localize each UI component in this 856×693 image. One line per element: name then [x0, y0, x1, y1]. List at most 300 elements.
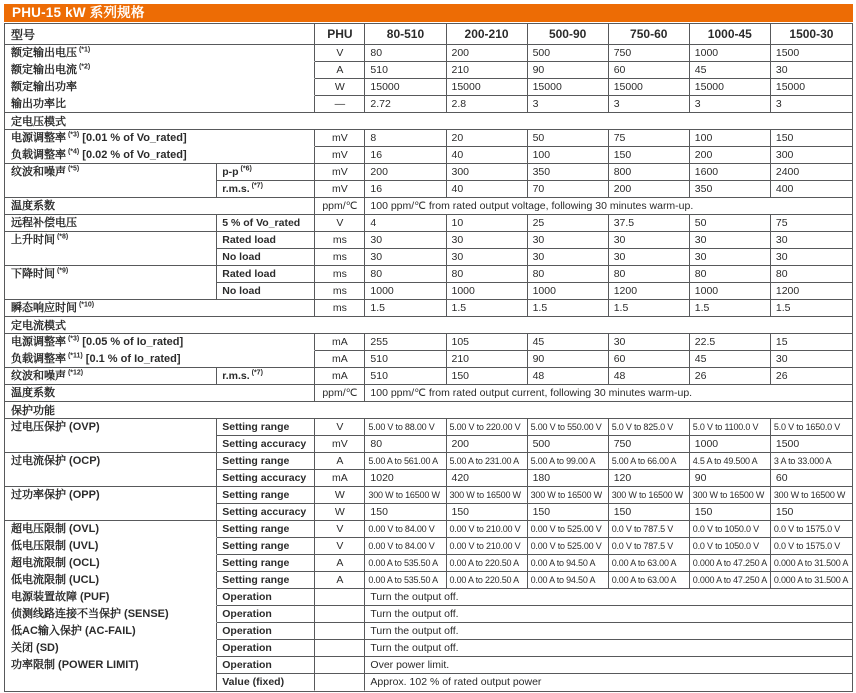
unit-cell: mA — [315, 334, 365, 351]
model-value: 30 — [528, 232, 609, 249]
table-header — [5, 24, 852, 45]
model-value: 4 — [365, 215, 446, 232]
unit-cell: V — [315, 521, 365, 538]
spec-label-text: 超电流限制 (OCL) — [11, 557, 100, 569]
spec-condition-text: Operation — [222, 659, 272, 671]
spec-row — [5, 606, 852, 623]
model-value: 45 — [690, 351, 771, 368]
spec-label-text: 纹波和噪声 — [11, 166, 66, 178]
model-value: 1.5 — [690, 300, 771, 317]
spec-condition — [217, 572, 315, 589]
spec-label — [5, 589, 217, 606]
model-value: 90 — [528, 351, 609, 368]
model-value: 90 — [690, 470, 771, 487]
spec-row — [5, 453, 852, 470]
model-value: 50 — [690, 215, 771, 232]
model-value: 1200 — [771, 283, 852, 300]
spec-label-text: 输出功率比 — [11, 98, 66, 110]
model-value: 300 W to 16500 W — [447, 487, 528, 504]
spec-label — [5, 487, 217, 521]
spec-row — [5, 266, 852, 283]
model-value: 5.0 V to 1650.0 V — [771, 419, 852, 436]
model-value: 200 — [690, 147, 771, 164]
model-value: 300 W to 16500 W — [690, 487, 771, 504]
spec-condition — [217, 555, 315, 572]
model-value: 1200 — [609, 283, 690, 300]
unit-cell: V — [315, 215, 365, 232]
spec-condition-text: Operation — [222, 642, 272, 654]
model-value: 1000 — [365, 283, 446, 300]
spec-label — [5, 198, 315, 215]
model-value: 30 — [365, 249, 446, 266]
model-value: 2400 — [771, 164, 852, 181]
unit-cell: V — [315, 419, 365, 436]
unit-cell: W — [315, 504, 365, 521]
spec-condition-text: p-p — [222, 166, 239, 178]
model-value: 1.5 — [528, 300, 609, 317]
model-value: 80 — [528, 266, 609, 283]
spec-label-text: 过电压保护 (OVP) — [11, 421, 100, 433]
model-value: 0.000 A to 31.500 A — [771, 572, 852, 589]
spec-row — [5, 589, 852, 606]
model-value: 300 W to 16500 W — [609, 487, 690, 504]
spec-condition — [217, 521, 315, 538]
spec-row — [5, 45, 852, 62]
model-value: 30 — [609, 232, 690, 249]
unit-cell: A — [315, 555, 365, 572]
model-value: 26 — [771, 368, 852, 385]
spec-label — [5, 640, 217, 657]
model-value: 15000 — [447, 79, 528, 96]
spec-label-text: 下降时间 — [11, 268, 55, 280]
spec-condition-text: Setting range — [222, 523, 290, 535]
model-value: 150 — [771, 130, 852, 147]
unit-cell: V — [315, 45, 365, 62]
model-value: 750 — [609, 436, 690, 453]
spec-label-detail: [0.02 % of Vo_rated] — [79, 149, 187, 161]
spec-condition — [217, 674, 315, 691]
model-value: 0.0 V to 1050.0 V — [690, 538, 771, 555]
spec-label-text: 远程补偿电压 — [11, 217, 77, 229]
spec-condition-text: r.m.s. — [222, 370, 250, 382]
model-value: 0.00 A to 94.50 A — [528, 572, 609, 589]
model-value: 150 — [528, 504, 609, 521]
model-name: 750-60 — [609, 24, 690, 45]
spec-label — [5, 351, 315, 368]
unit-cell — [315, 657, 365, 674]
model-value: 60 — [609, 351, 690, 368]
spec-condition-text: Setting range — [222, 455, 290, 467]
model-column-header: 型号 — [5, 24, 315, 45]
model-value: 1000 — [690, 283, 771, 300]
model-value: 1600 — [690, 164, 771, 181]
spec-label — [5, 453, 217, 487]
model-value: 150 — [609, 147, 690, 164]
model-value: 1000 — [447, 283, 528, 300]
model-value: 5.0 V to 1100.0 V — [690, 419, 771, 436]
spec-label — [5, 147, 315, 164]
model-value: 60 — [609, 62, 690, 79]
unit-cell: ppm/℃ — [315, 385, 365, 402]
spec-condition — [217, 589, 315, 606]
spec-row — [5, 164, 852, 181]
model-value: 200 — [609, 181, 690, 198]
spec-condition-text: Operation — [222, 625, 272, 637]
spec-label-text: 瞬态响应时间 — [11, 302, 77, 314]
spec-row — [5, 96, 852, 113]
spec-condition-text: Setting accuracy — [222, 472, 307, 484]
model-value: 70 — [528, 181, 609, 198]
footnote-marker: (*8) — [55, 233, 69, 241]
spec-row — [5, 334, 852, 351]
spec-condition — [217, 368, 315, 385]
model-value: 0.00 A to 63.00 A — [609, 555, 690, 572]
unit-cell — [315, 640, 365, 657]
model-value: 30 — [690, 232, 771, 249]
table-body — [5, 45, 852, 691]
model-value: 150 — [447, 368, 528, 385]
spec-condition-text: Operation — [222, 608, 272, 620]
model-value: 0.00 A to 535.50 A — [365, 572, 446, 589]
unit-cell: mV — [315, 181, 365, 198]
unit-cell: mV — [315, 164, 365, 181]
model-value: 0.00 A to 63.00 A — [609, 572, 690, 589]
model-value: 15000 — [528, 79, 609, 96]
model-value: 300 — [771, 147, 852, 164]
spec-row — [5, 623, 852, 640]
model-value: 210 — [447, 62, 528, 79]
unit-cell: ms — [315, 232, 365, 249]
model-value: 48 — [609, 368, 690, 385]
unit-cell: ms — [315, 266, 365, 283]
model-value: 3 — [690, 96, 771, 113]
spec-row — [5, 368, 852, 385]
spec-condition — [217, 249, 315, 266]
spec-condition — [217, 436, 315, 453]
spec-label-text: 纹波和噪声 — [11, 370, 66, 382]
footnote-marker: (*10) — [77, 301, 95, 309]
model-value: 15000 — [609, 79, 690, 96]
model-value: 60 — [771, 470, 852, 487]
spec-label-text: 低电压限制 (UVL) — [11, 540, 99, 552]
spec-row — [5, 572, 852, 589]
model-value: 1000 — [690, 45, 771, 62]
model-name: 200-210 — [447, 24, 528, 45]
spanning-value: Turn the output off. — [365, 623, 852, 640]
model-value: 80 — [771, 266, 852, 283]
model-value: 26 — [690, 368, 771, 385]
spec-label-text: 上升时间 — [11, 234, 55, 246]
model-value: 30 — [771, 351, 852, 368]
unit-cell: mV — [315, 130, 365, 147]
model-value: 350 — [528, 164, 609, 181]
model-value: 5.00 V to 88.00 V — [365, 419, 446, 436]
model-value: 50 — [528, 130, 609, 147]
spec-row — [5, 538, 852, 555]
unit-cell: V — [315, 538, 365, 555]
model-value: 210 — [447, 351, 528, 368]
model-value: 5.00 V to 220.00 V — [447, 419, 528, 436]
spec-label — [5, 538, 217, 555]
spec-row — [5, 521, 852, 538]
model-value: 150 — [771, 504, 852, 521]
unit-cell: ms — [315, 249, 365, 266]
model-name: 80-510 — [365, 24, 446, 45]
unit-cell: ppm/℃ — [315, 198, 365, 215]
model-value: 16 — [365, 147, 446, 164]
spec-condition — [217, 657, 315, 674]
model-value: 300 W to 16500 W — [528, 487, 609, 504]
model-value: 15000 — [365, 79, 446, 96]
unit-cell: mA — [315, 368, 365, 385]
spec-label — [5, 62, 315, 79]
model-value: 1020 — [365, 470, 446, 487]
model-value: 255 — [365, 334, 446, 351]
model-value: 1.5 — [771, 300, 852, 317]
spec-label — [5, 232, 217, 266]
spec-condition-text: Setting accuracy — [222, 438, 307, 450]
model-value: 150 — [609, 504, 690, 521]
model-value: 1500 — [771, 45, 852, 62]
spec-row — [5, 555, 852, 572]
spec-condition — [217, 283, 315, 300]
spec-label-text: 过功率保护 (OPP) — [11, 489, 100, 501]
model-value: 8 — [365, 130, 446, 147]
model-value: 400 — [771, 181, 852, 198]
spec-row — [5, 62, 852, 79]
model-name: 1500-30 — [771, 24, 852, 45]
spec-row — [5, 215, 852, 232]
spec-condition — [217, 606, 315, 623]
spec-label — [5, 45, 315, 62]
model-value: 5.00 A to 231.00 A — [447, 453, 528, 470]
model-value: 0.00 A to 220.50 A — [447, 555, 528, 572]
model-value: 300 — [447, 164, 528, 181]
header-row — [5, 24, 852, 45]
model-value: 48 — [528, 368, 609, 385]
spanning-value: Turn the output off. — [365, 589, 852, 606]
model-value: 0.00 V to 84.00 V — [365, 521, 446, 538]
spec-label — [5, 385, 315, 402]
footnote-marker: (*3) — [66, 131, 80, 139]
model-value: 30 — [690, 249, 771, 266]
model-value: 40 — [447, 181, 528, 198]
spec-condition-text: Setting accuracy — [222, 506, 307, 518]
spec-row — [5, 657, 852, 674]
section-row — [5, 113, 852, 130]
model-value: 200 — [447, 45, 528, 62]
spec-label — [5, 96, 315, 113]
footnote-marker: (*3) — [66, 335, 80, 343]
spec-sheet-page — [4, 4, 853, 692]
spec-label — [5, 334, 315, 351]
unit-cell: mA — [315, 351, 365, 368]
section-row — [5, 402, 852, 419]
model-value: 120 — [609, 470, 690, 487]
model-value: 40 — [447, 147, 528, 164]
model-value: 0.00 A to 94.50 A — [528, 555, 609, 572]
spec-row — [5, 198, 852, 215]
spec-label-detail: [0.05 % of Io_rated] — [79, 336, 184, 348]
spec-row — [5, 79, 852, 96]
model-value: 0.000 A to 31.500 A — [771, 555, 852, 572]
model-value: 420 — [447, 470, 528, 487]
spec-table — [4, 23, 853, 692]
unit-cell — [315, 623, 365, 640]
spanning-value: 100 ppm/℃ from rated output current, following 30 minutes warm-up. — [365, 385, 852, 402]
model-value: 3 — [771, 96, 852, 113]
spec-label — [5, 79, 315, 96]
spec-label — [5, 623, 217, 640]
spec-label — [5, 606, 217, 623]
model-value: 300 W to 16500 W — [771, 487, 852, 504]
model-value: 0.00 V to 525.00 V — [528, 521, 609, 538]
unit-cell: A — [315, 572, 365, 589]
spec-row — [5, 419, 852, 436]
spec-condition-text: Setting range — [222, 574, 290, 586]
unit-cell: mA — [315, 470, 365, 487]
spec-label-text: 低AC输入保护 (AC-FAIL) — [11, 625, 136, 637]
model-value: 80 — [365, 436, 446, 453]
footnote-marker: (*5) — [66, 165, 80, 173]
model-value: 80 — [365, 266, 446, 283]
model-value: 1500 — [771, 436, 852, 453]
spec-row — [5, 385, 852, 402]
model-value: 100 — [690, 130, 771, 147]
model-value: 100 — [528, 147, 609, 164]
spanning-value: Over power limit. — [365, 657, 852, 674]
model-value: 500 — [528, 436, 609, 453]
model-value: 30 — [609, 249, 690, 266]
footnote-marker: (*7) — [249, 369, 263, 377]
spec-label-text: 低电流限制 (UCL) — [11, 574, 99, 586]
spec-label — [5, 266, 217, 300]
spec-row — [5, 130, 852, 147]
model-value: 30 — [771, 62, 852, 79]
spec-row — [5, 487, 852, 504]
model-value: 2.8 — [447, 96, 528, 113]
spec-label-text: 额定输出功率 — [11, 81, 77, 93]
model-value: 1.5 — [609, 300, 690, 317]
section-row — [5, 317, 852, 334]
model-value: 30 — [771, 232, 852, 249]
model-value: 0.00 A to 535.50 A — [365, 555, 446, 572]
spec-row — [5, 640, 852, 657]
spec-label-text: 额定输出电流 — [11, 64, 77, 76]
model-value: 80 — [609, 266, 690, 283]
model-value: 5.0 V to 825.0 V — [609, 419, 690, 436]
spec-condition — [217, 470, 315, 487]
model-value: 200 — [447, 436, 528, 453]
model-value: 150 — [447, 504, 528, 521]
model-value: 30 — [528, 249, 609, 266]
spec-label — [5, 572, 217, 589]
unit-cell: W — [315, 487, 365, 504]
spec-condition — [217, 504, 315, 521]
footnote-marker: (*4) — [66, 148, 80, 156]
unit-cell: A — [315, 453, 365, 470]
model-value: 22.5 — [690, 334, 771, 351]
spanning-value: 100 ppm/℃ from rated output voltage, following 30 minutes warm-up. — [365, 198, 852, 215]
model-value: 80 — [365, 45, 446, 62]
model-value: 105 — [447, 334, 528, 351]
model-value: 45 — [690, 62, 771, 79]
model-value: 200 — [365, 164, 446, 181]
model-value: 0.0 V to 787.5 V — [609, 538, 690, 555]
model-value: 2.72 — [365, 96, 446, 113]
model-value: 15 — [771, 334, 852, 351]
model-value: 0.0 V to 1575.0 V — [771, 521, 852, 538]
model-value: 0.00 V to 84.00 V — [365, 538, 446, 555]
unit-cell: ms — [315, 300, 365, 317]
spec-label-detail: [0.1 % of Io_rated] — [82, 353, 181, 365]
spanning-value: Turn the output off. — [365, 640, 852, 657]
model-value: 30 — [771, 249, 852, 266]
spec-condition-text: Value (fixed) — [222, 676, 285, 688]
unit-cell — [315, 674, 365, 691]
model-value: 3 — [528, 96, 609, 113]
model-value: 0.00 A to 220.50 A — [447, 572, 528, 589]
model-value: 16 — [365, 181, 446, 198]
spec-label-text: 电源装置故障 (PUF) — [11, 591, 110, 603]
spec-label — [5, 300, 315, 317]
unit-cell: ms — [315, 283, 365, 300]
spec-condition-text: Setting range — [222, 557, 290, 569]
spec-condition-text: No load — [222, 251, 261, 263]
spanning-value: Approx. 102 % of rated output power — [370, 676, 542, 688]
spec-condition-text: r.m.s. — [222, 183, 250, 195]
spec-condition-text: 5 % of Vo_rated — [222, 217, 301, 229]
footnote-marker: (*6) — [238, 165, 252, 173]
spec-condition-text: Rated load — [222, 234, 276, 246]
model-value: 30 — [447, 249, 528, 266]
spec-label — [5, 521, 217, 538]
section-title: 定电流模式 — [5, 317, 852, 334]
model-value: 150 — [690, 504, 771, 521]
spec-row — [5, 351, 852, 368]
model-value: 500 — [528, 45, 609, 62]
spec-label — [5, 368, 217, 385]
model-value: 80 — [690, 266, 771, 283]
model-value: 5.00 A to 561.00 A — [365, 453, 446, 470]
model-value: 0.0 V to 787.5 V — [609, 521, 690, 538]
model-value: 30 — [609, 334, 690, 351]
footnote-marker: (*2) — [77, 63, 91, 71]
footnote-marker: (*11) — [66, 352, 83, 360]
spec-row — [5, 147, 852, 164]
spec-label-text: 功率限制 (POWER LIMIT) — [11, 659, 139, 671]
spec-label — [5, 419, 217, 453]
model-value: 3 — [609, 96, 690, 113]
spec-condition — [217, 487, 315, 504]
footnote-marker: (*9) — [55, 267, 69, 275]
section-title: 定电压模式 — [5, 113, 852, 130]
spec-label-detail: [0.01 % of Vo_rated] — [79, 132, 187, 144]
model-value: 1.5 — [447, 300, 528, 317]
model-value: 0.00 V to 210.00 V — [447, 538, 528, 555]
spec-label-text: 电源调整率 — [11, 132, 66, 144]
model-value: 510 — [365, 62, 446, 79]
spanning-value: Turn the output off. — [365, 606, 852, 623]
model-name: 500-90 — [528, 24, 609, 45]
spec-label-text: 温度系数 — [11, 387, 55, 399]
unit-column-header: PHU — [315, 24, 365, 45]
spec-condition — [217, 164, 315, 181]
model-value: 5.00 V to 550.00 V — [528, 419, 609, 436]
spec-condition — [217, 623, 315, 640]
model-value: 150 — [365, 504, 446, 521]
spec-label — [5, 657, 217, 691]
